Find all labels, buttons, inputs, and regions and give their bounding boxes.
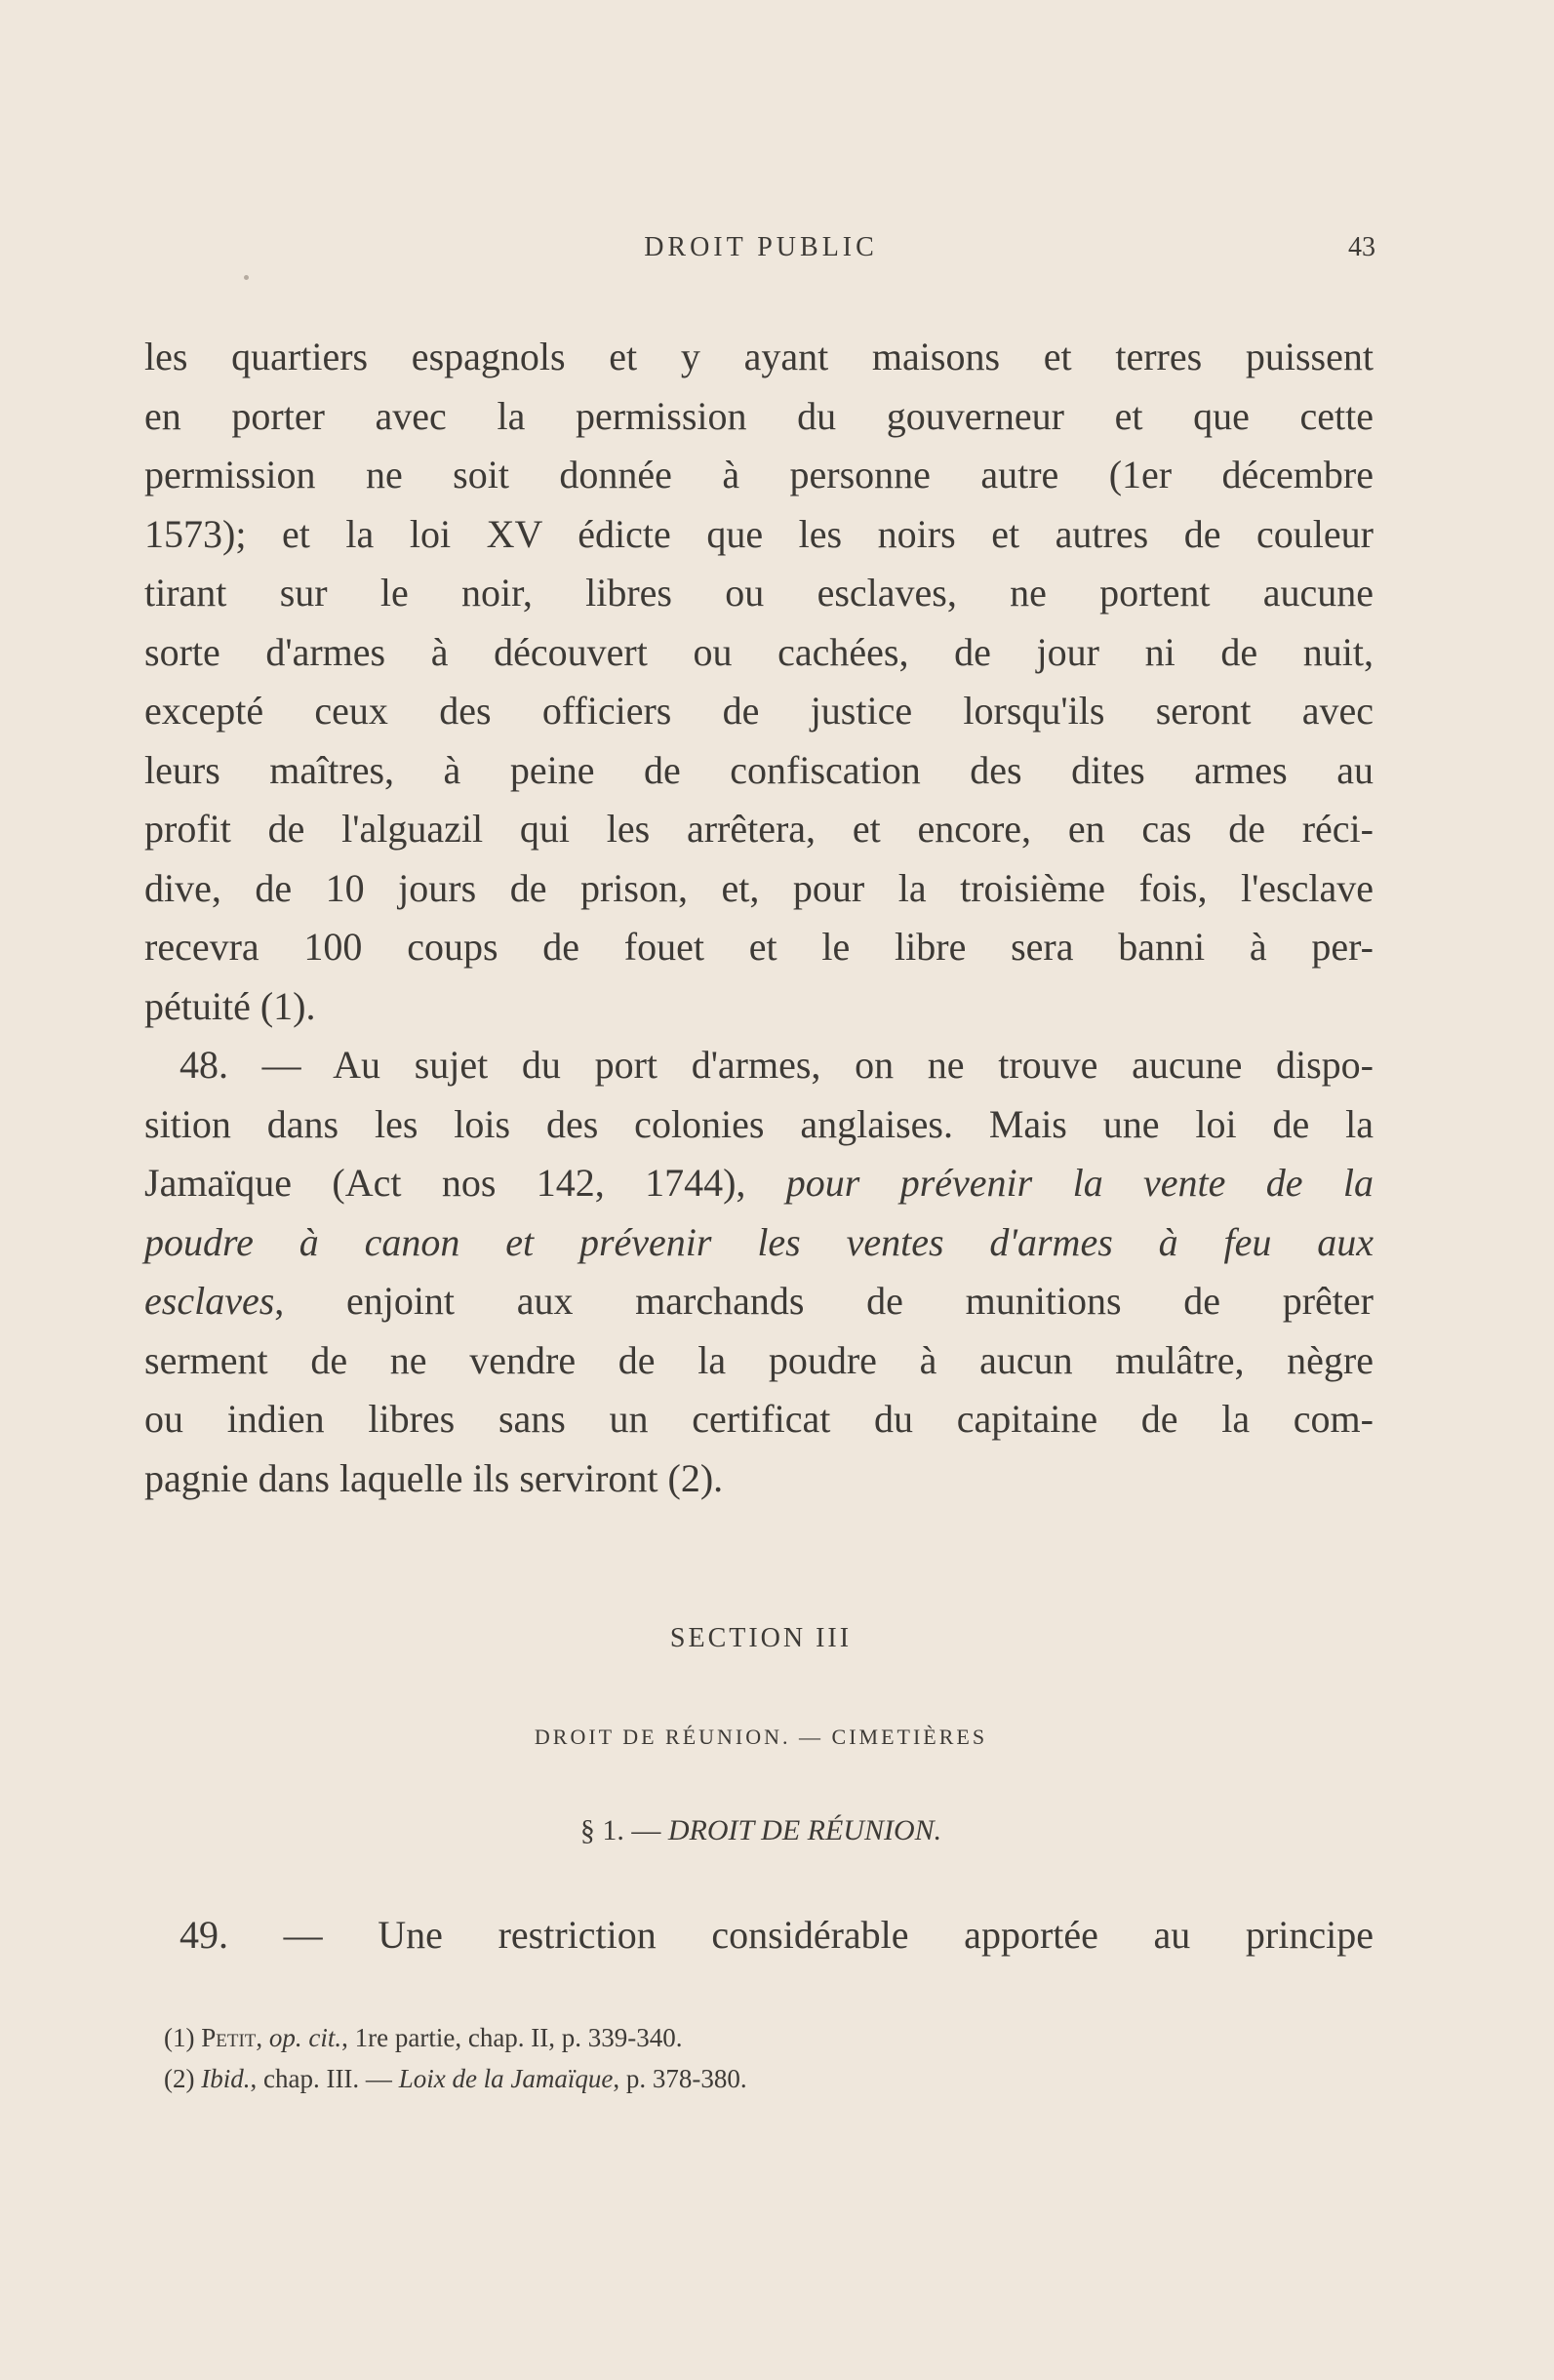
italic-run: pour prévenir la vente de la [785,1161,1375,1205]
text-run: Jamaïque (Act nos 142, 1744), [144,1161,786,1205]
text-line: profit de l'alguazil qui les arrêtera, et encore, en cas de réci- [144,807,1374,851]
italic-run: poudre à canon et prévenir les ventes d'armes à feu aux [144,1219,1374,1264]
section-subtitle: DROIT DE RÉUNION. — CIMETIÈRES [534,1725,988,1749]
text-line: excepté ceux des officiers de justice lorsqu'ils seront avec [144,689,1374,733]
text-run: , p. 378-380. [613,2064,747,2093]
paragraph-48 [144,1036,1374,1508]
page-header [146,232,1375,271]
text-line: recevra 100 coups de fouet et le libre sera banni à per- [144,925,1374,969]
footnote-title: Loix de la Jamaïque [398,2064,614,2093]
text-line: pagnie dans laquelle ils serviront (2). [144,1455,724,1500]
text-line [144,1213,1374,1273]
text-line: leurs maîtres, à peine de confiscation des dites armes au [144,747,1374,792]
text-line: dive, de 10 jours de prison, et, pour la troisième fois, l'esclave [144,865,1374,910]
text-run: , 1re partie, chap. II, p. 339-340. [341,2023,683,2052]
footnote-ibid: Ibid. [201,2064,251,2093]
text-line: ou indien libres sans un certificat du capitaine de la com- [144,1397,1374,1441]
footnote-number: (1) [164,2023,202,2052]
text-line: les quartiers espagnols et y ayant maisons et terres puissent [144,335,1374,378]
text-run: , chap. III. — [250,2064,399,2093]
subsection-title: DROIT DE RÉUNION. [667,1814,942,1846]
text-line: sorte d'armes à découvert ou cachées, de jour ni de nuit, [144,629,1374,674]
text-run: , enjoint aux marchands de munitions de prêter [274,1279,1374,1323]
print-speck [244,275,249,280]
text-line: tirant sur le noir, libres ou esclaves, ne portent aucune [144,571,1374,615]
text-line [144,1154,1374,1213]
paragraph-47 [144,328,1374,1508]
footnote-2 [164,2058,1374,2099]
section-number: SECTION III [669,1623,853,1653]
text-run: , [256,2023,269,2052]
footnotes [164,2017,1374,2099]
text-line: sition dans les lois des colonies anglaises. Mais une loi de la [144,1101,1374,1146]
text-line: serment de ne vendre de la poudre à aucun mulâtre, nègre [144,1337,1374,1382]
paragraph-49 [144,1906,1374,1965]
italic-run: esclaves [144,1279,275,1323]
text-line: 1573); et la loi XV édicte que les noirs et autres de couleur [144,511,1374,556]
footnote-1 [164,2017,1374,2058]
subsection-heading [146,1814,1375,1847]
footnote-author: Petit [201,2023,257,2052]
footnote-number: (2) [164,2064,202,2093]
text-line: 49. — Une restriction considérable apportée au principe [179,1913,1374,1957]
running-head: DROIT PUBLIC [644,232,878,262]
footnote-ref: op. cit. [268,2023,342,2052]
text-line: 48. — Au sujet du port d'armes, on ne trouve aucune dispo- [179,1043,1374,1087]
text-line: en porter avec la permission du gouverneur et que cette [144,393,1374,438]
paragraph-mark: § 1. — [579,1814,668,1846]
page-number: 43 [1348,232,1375,262]
text-line [144,1272,1374,1331]
text-line: permission ne soit donnée à personne autre (1er décembre [144,453,1374,496]
text-line: pétuité (1). [144,983,316,1028]
